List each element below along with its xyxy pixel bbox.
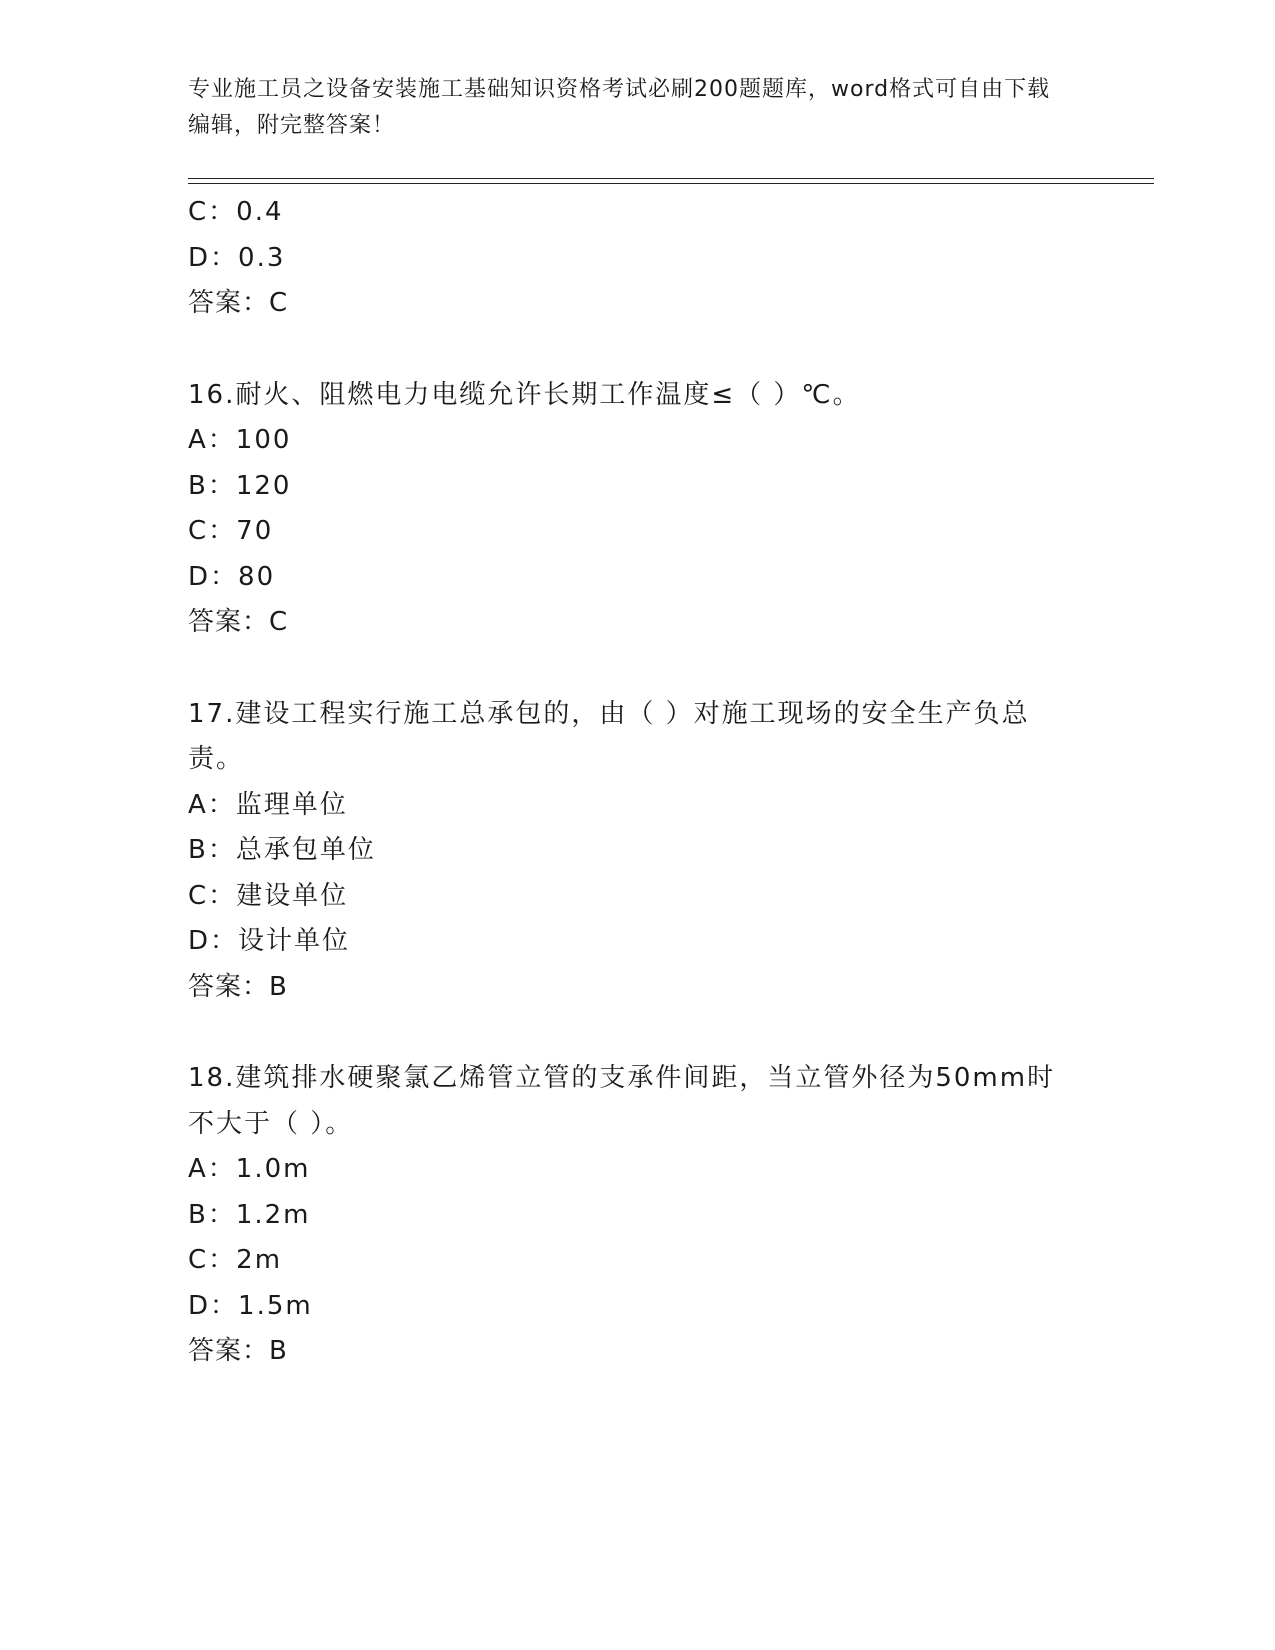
option-a: A：100 xyxy=(188,425,292,455)
option-d: D：80 xyxy=(188,561,276,592)
option-b: B：120 xyxy=(188,470,292,501)
option-d: D：0.3 xyxy=(188,242,286,273)
header-divider-top xyxy=(188,178,1154,179)
option-c: C：0.4 xyxy=(188,197,284,227)
answer: 答案：C xyxy=(188,288,289,318)
question-list xyxy=(188,190,1068,1375)
option-b: B：1.2m xyxy=(188,1199,311,1230)
option-a: A：1.0m xyxy=(188,1154,311,1184)
option-c: C：建设单位 xyxy=(188,880,349,911)
answer: 答案：B xyxy=(188,971,288,1002)
spacer xyxy=(188,646,1068,692)
question-text: 18.建筑排水硬聚氯乙烯管立管的支承件间距，当立管外径为50mm时不大于（ ）。 xyxy=(188,1063,1056,1139)
option-b: B：总承包单位 xyxy=(188,835,376,865)
spacer xyxy=(188,1010,1068,1056)
option-d: D：设计单位 xyxy=(188,926,351,956)
document-header: 专业施工员之设备安装施工基础知识资格考试必刷200题题库，word格式可自由下载编辑，附完整答案！ xyxy=(188,77,1051,138)
answer: 答案：C xyxy=(188,607,289,637)
question-18 xyxy=(188,1056,1068,1375)
option-c: C：2m xyxy=(188,1245,283,1275)
option-d: D：1.5m xyxy=(188,1290,313,1321)
question-16 xyxy=(188,373,1068,646)
prev-question-tail xyxy=(188,190,1068,327)
question-text: 16.耐火、阻燃电力电缆允许长期工作温度≤（ ）℃。 xyxy=(188,379,861,410)
spacer xyxy=(188,327,1068,373)
option-c: C：70 xyxy=(188,516,274,546)
question-17 xyxy=(188,692,1068,1011)
option-a: A：监理单位 xyxy=(188,789,348,820)
header-divider-bottom xyxy=(188,183,1154,184)
answer: 答案：B xyxy=(188,1336,288,1366)
question-text: 17.建设工程实行施工总承包的，由（ ）对施工现场的安全生产负总责。 xyxy=(188,698,1030,774)
